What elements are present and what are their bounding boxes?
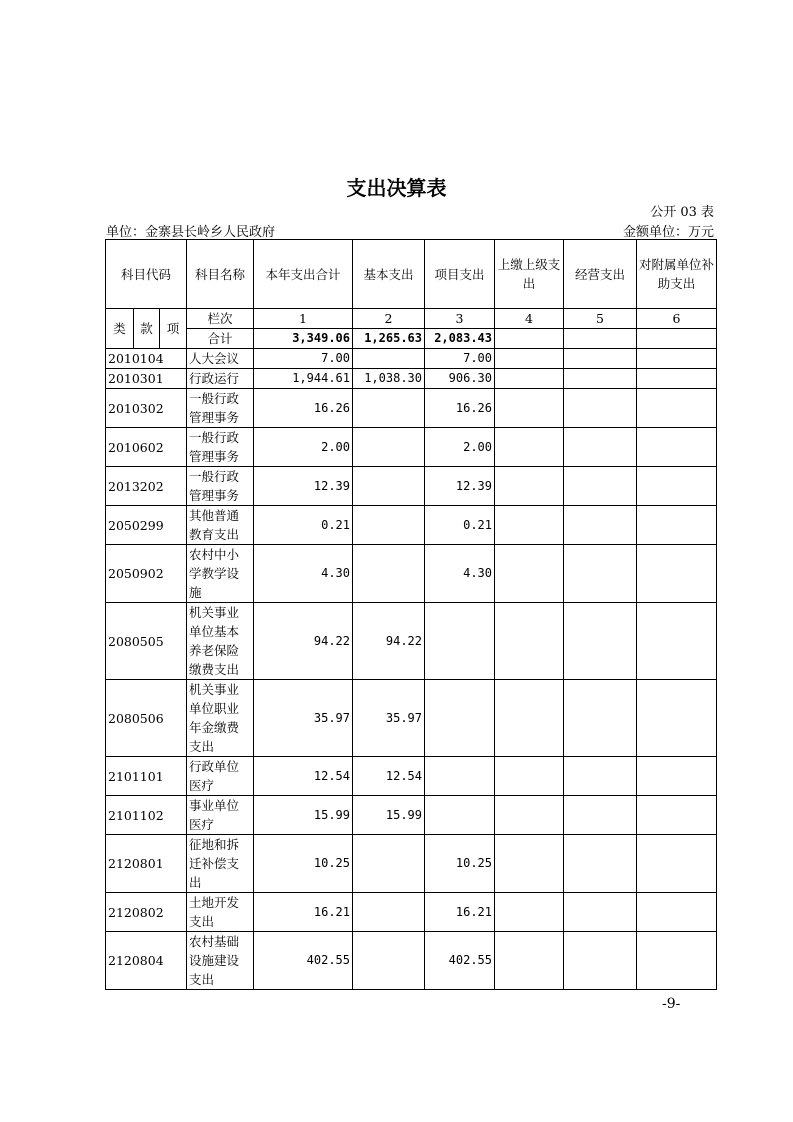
header-lei: 类 [106,309,134,349]
amount-basic: 15.99 [353,796,425,835]
amount-basic: 12.54 [353,757,425,796]
amount-project: 16.21 [425,893,495,932]
money-unit: 金额单位：万元 [622,225,714,240]
amount-total: 35.97 [254,680,353,757]
amount-upper [495,680,564,757]
amount-business [564,603,637,680]
header-project: 项目支出 [425,240,495,309]
subject-name: 人大会议 [187,349,254,369]
amount-total: 7.00 [254,349,353,369]
amount-upper [495,796,564,835]
amount-business [564,932,637,990]
header-kuan: 款 [134,309,160,349]
amount-business [564,835,637,893]
amount-project: 906.30 [425,369,495,389]
amount-business [564,506,637,545]
table-row [106,603,717,680]
subject-name: 一般行政管理事务 [187,467,254,506]
subject-code: 2101102 [106,796,187,835]
subject-code: 2080506 [106,680,187,757]
subject-name: 事业单位医疗 [187,796,254,835]
amount-basic [353,506,425,545]
amount-subsidy [637,545,717,603]
header-upper: 上缴上级支出 [495,240,564,309]
subject-name: 机关事业单位职业年金缴费支出 [187,680,254,757]
amount-upper [495,932,564,990]
header-subject-name: 科目名称 [187,240,254,309]
sum-total: 3,349.06 [254,329,353,349]
table-row [106,680,717,757]
amount-upper [495,349,564,369]
amount-subsidy [637,389,717,428]
amount-basic [353,349,425,369]
table-row [106,506,717,545]
col-number: 6 [637,309,717,329]
col-number: 1 [254,309,353,329]
amount-basic [353,428,425,467]
amount-basic [353,932,425,990]
sum-row [106,329,717,349]
amount-upper [495,603,564,680]
amount-subsidy [637,796,717,835]
unit-label: 单位：金寨县长岭乡人民政府 [106,225,276,240]
table-row [106,389,717,428]
amount-upper [495,757,564,796]
header-subsidy: 对附属单位补助支出 [637,240,717,309]
subject-name: 土地开发支出 [187,893,254,932]
sum-label: 合计 [187,329,254,349]
table-code: 公开 03 表 [650,205,714,220]
amount-business [564,369,637,389]
header-subject-code: 科目代码 [106,240,187,309]
amount-project: 0.21 [425,506,495,545]
amount-total: 402.55 [254,932,353,990]
amount-total: 12.39 [254,467,353,506]
amount-total: 12.54 [254,757,353,796]
expenditure-table [105,239,717,990]
amount-subsidy [637,603,717,680]
amount-total: 4.30 [254,545,353,603]
amount-basic: 94.22 [353,603,425,680]
amount-subsidy [637,680,717,757]
amount-subsidy [637,835,717,893]
col-number: 4 [495,309,564,329]
amount-project [425,757,495,796]
amount-project [425,680,495,757]
amount-total: 16.26 [254,389,353,428]
subject-name: 行政运行 [187,369,254,389]
subject-code: 2120802 [106,893,187,932]
amount-basic [353,389,425,428]
amount-project: 2.00 [425,428,495,467]
subject-name: 一般行政管理事务 [187,389,254,428]
table-row [106,893,717,932]
sum-project: 2,083.43 [425,329,495,349]
subject-code: 2010301 [106,369,187,389]
amount-business [564,389,637,428]
subject-code: 2101101 [106,757,187,796]
amount-basic: 35.97 [353,680,425,757]
amount-subsidy [637,428,717,467]
subject-name: 征地和拆迁补偿支出 [187,835,254,893]
amount-total: 10.25 [254,835,353,893]
subject-code: 2120801 [106,835,187,893]
header-basic: 基本支出 [353,240,425,309]
amount-business [564,349,637,369]
amount-upper [495,893,564,932]
amount-total: 0.21 [254,506,353,545]
header-xiang: 项 [160,309,187,349]
subject-name: 一般行政管理事务 [187,428,254,467]
amount-subsidy [637,467,717,506]
amount-upper [495,428,564,467]
amount-upper [495,369,564,389]
header-business: 经营支出 [564,240,637,309]
amount-business [564,757,637,796]
table-row [106,835,717,893]
subject-name: 行政单位医疗 [187,757,254,796]
amount-subsidy [637,349,717,369]
amount-upper [495,389,564,428]
table-row [106,369,717,389]
subject-code: 2120804 [106,932,187,990]
header-lanci: 栏次 [187,309,254,329]
amount-project: 402.55 [425,932,495,990]
amount-upper [495,835,564,893]
amount-total: 15.99 [254,796,353,835]
subject-code: 2010302 [106,389,187,428]
amount-project: 10.25 [425,835,495,893]
amount-subsidy [637,369,717,389]
amount-total: 1,944.61 [254,369,353,389]
amount-total: 2.00 [254,428,353,467]
amount-project: 4.30 [425,545,495,603]
amount-project: 7.00 [425,349,495,369]
amount-project [425,603,495,680]
amount-subsidy [637,932,717,990]
col-number: 5 [564,309,637,329]
subject-name: 其他普通教育支出 [187,506,254,545]
page-title: 支出决算表 [346,176,447,200]
subject-code: 2010602 [106,428,187,467]
amount-business [564,796,637,835]
subject-name: 农村中小学教学设施 [187,545,254,603]
table-row [106,796,717,835]
subject-code: 2080505 [106,603,187,680]
amount-project: 12.39 [425,467,495,506]
subject-code: 2010104 [106,349,187,369]
amount-project [425,796,495,835]
amount-subsidy [637,757,717,796]
page-number: -9- [662,996,681,1012]
table-row [106,757,717,796]
amount-basic: 1,038.30 [353,369,425,389]
table-row [106,545,717,603]
amount-subsidy [637,506,717,545]
amount-business [564,893,637,932]
amount-basic [353,545,425,603]
amount-upper [495,467,564,506]
subject-code: 2050902 [106,545,187,603]
amount-project: 16.26 [425,389,495,428]
subject-name: 农村基础设施建设支出 [187,932,254,990]
amount-subsidy [637,893,717,932]
table-row [106,349,717,369]
table-row [106,428,717,467]
amount-business [564,545,637,603]
subject-code: 2013202 [106,467,187,506]
amount-upper [495,545,564,603]
col-number: 2 [353,309,425,329]
col-number: 3 [425,309,495,329]
table-row [106,467,717,506]
amount-business [564,428,637,467]
subject-name: 机关事业单位基本养老保险缴费支出 [187,603,254,680]
amount-upper [495,506,564,545]
amount-total: 16.21 [254,893,353,932]
amount-basic [353,467,425,506]
amount-basic [353,893,425,932]
amount-business [564,680,637,757]
subject-code: 2050299 [106,506,187,545]
header-total: 本年支出合计 [254,240,353,309]
amount-business [564,467,637,506]
amount-basic [353,835,425,893]
table-row [106,932,717,990]
amount-total: 94.22 [254,603,353,680]
sum-basic: 1,265.63 [353,329,425,349]
